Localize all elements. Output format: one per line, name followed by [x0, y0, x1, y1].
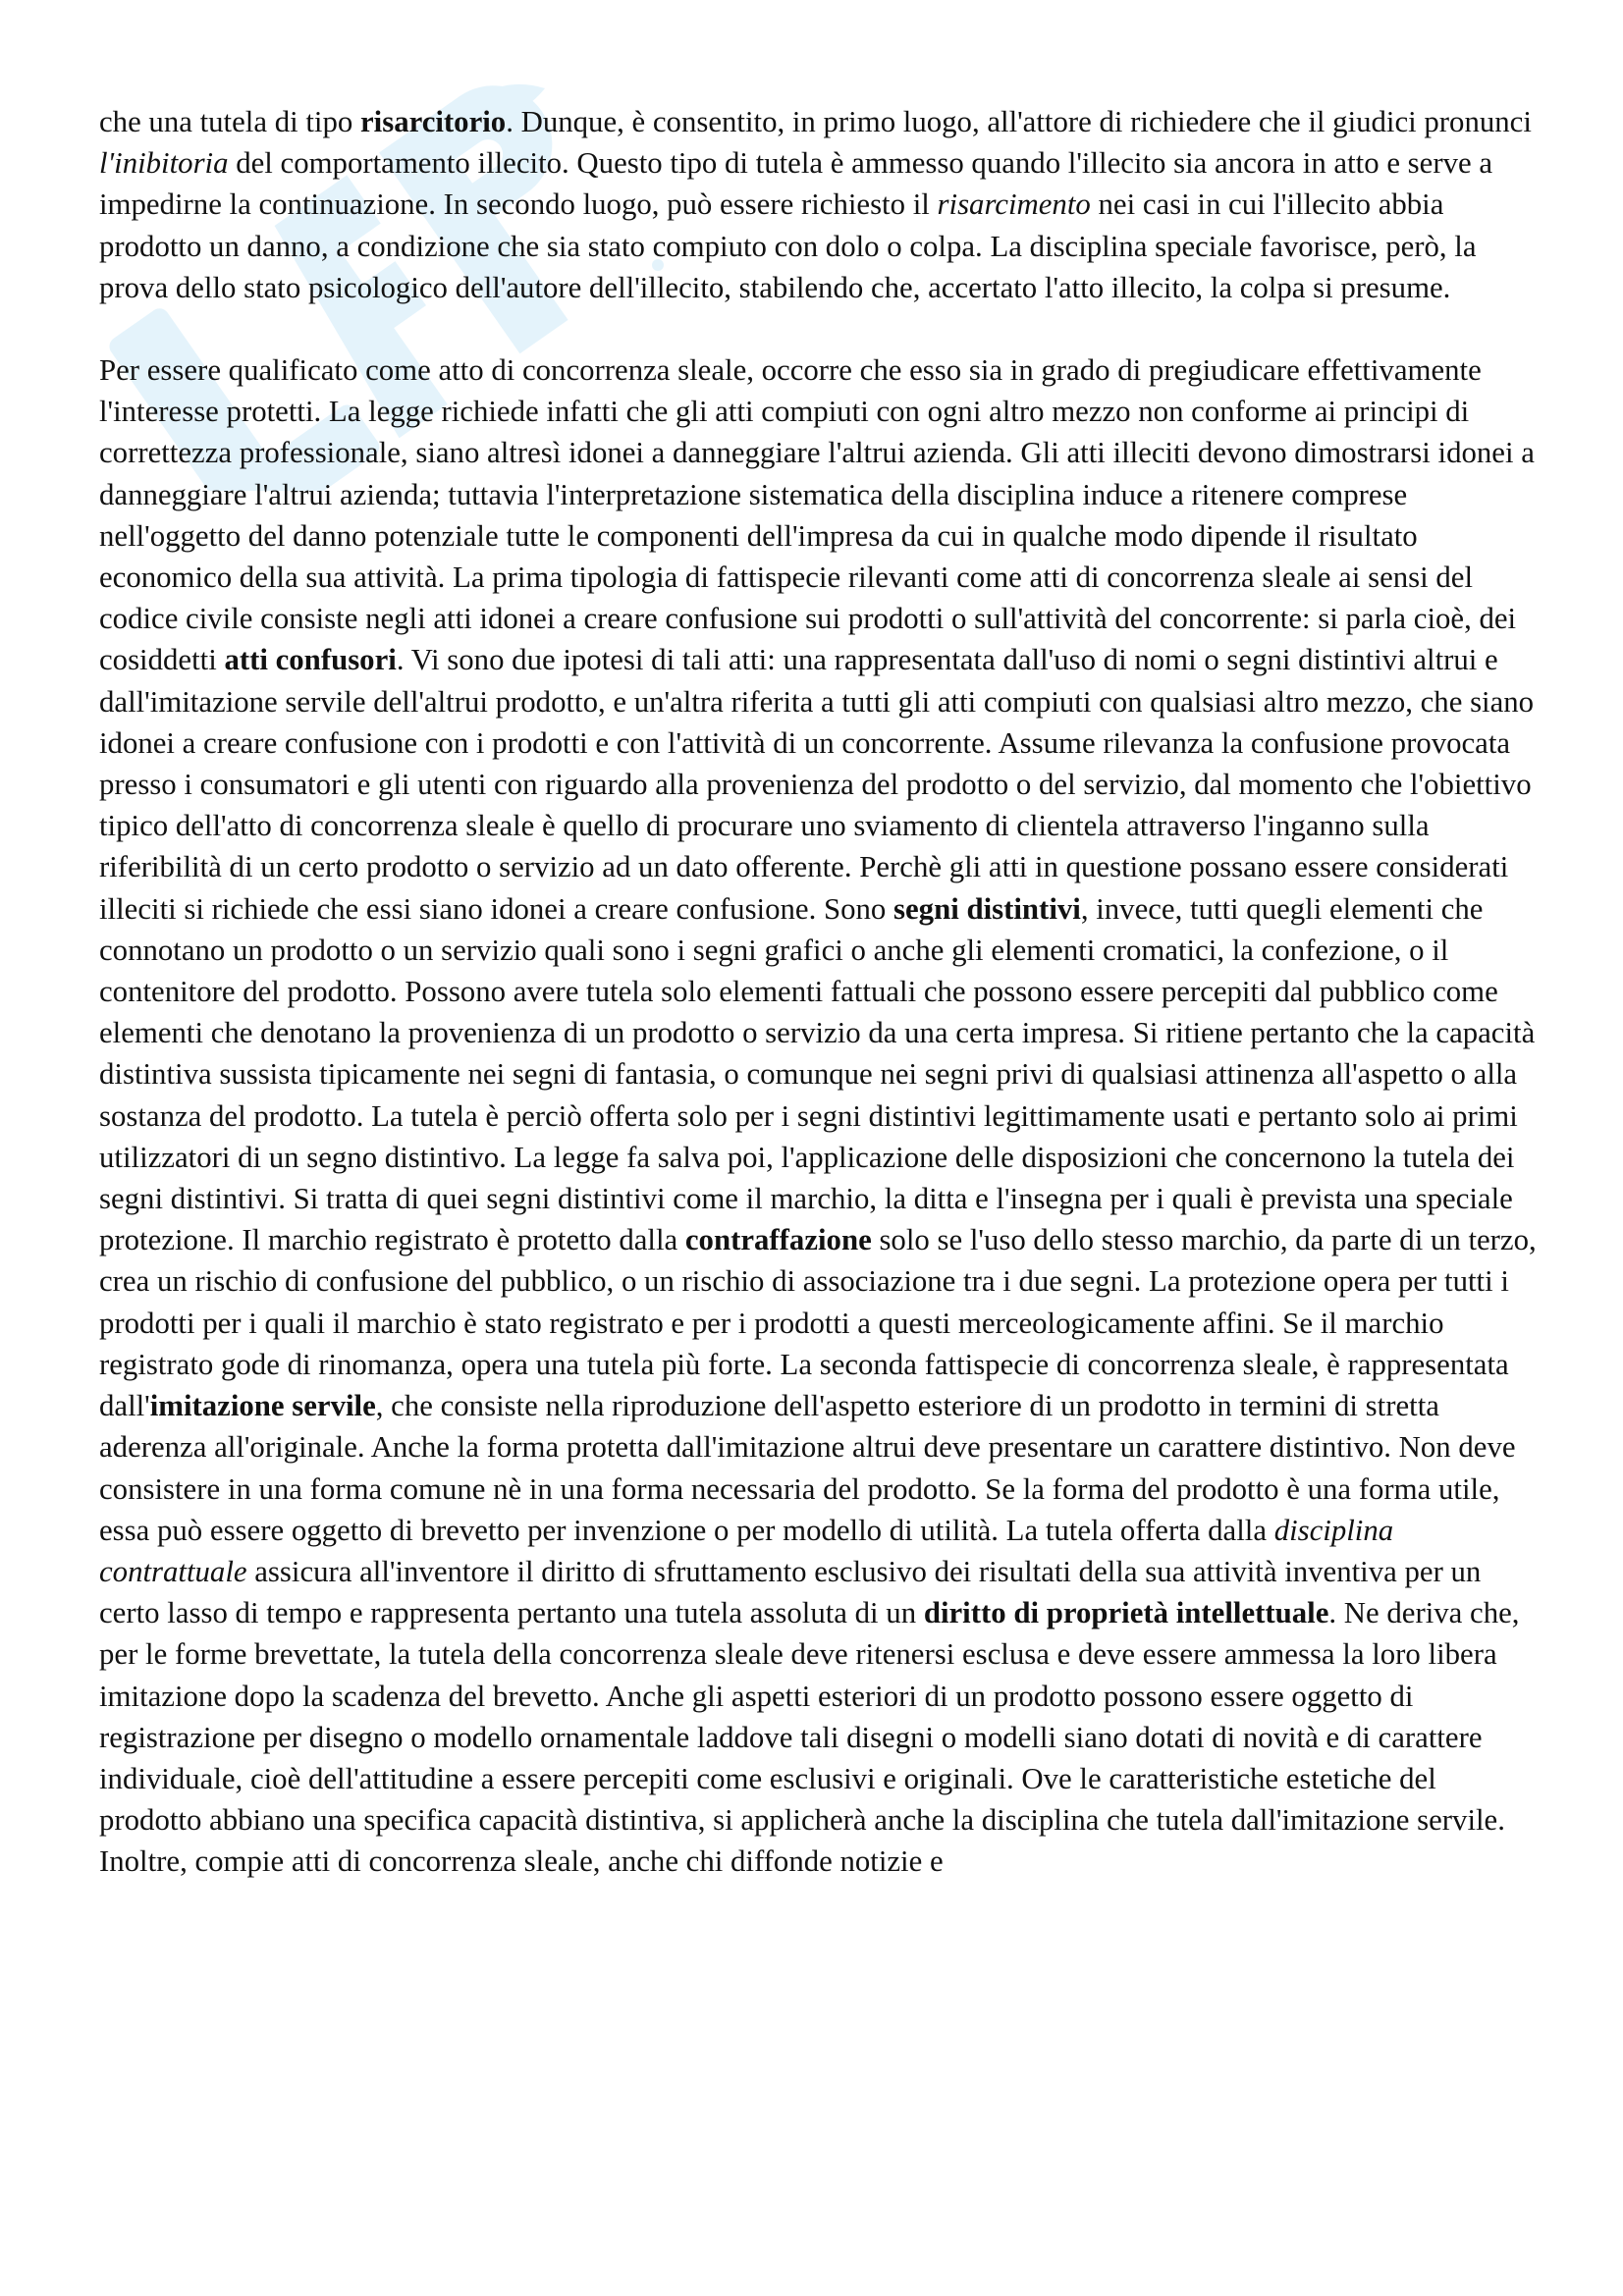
- paragraph-1: [99, 101, 1542, 308]
- document-page: [99, 101, 1542, 1883]
- text-run: che una tutela di tipo: [99, 105, 360, 138]
- bold-term: diritto di proprietà intellettuale: [923, 1596, 1329, 1630]
- paragraph-gap: [99, 308, 1542, 349]
- bold-term: contraffazione: [684, 1223, 872, 1257]
- italic-term: l'inibitoria: [99, 146, 229, 181]
- text-run: . Dunque, è consentito, in primo luogo, all'attore di richiedere che il giudici pronunci: [506, 105, 1532, 138]
- text-run: . Ne deriva che, per le forme brevettate, la tutela della concorrenza sleale deve ritenersi esclusa e deve essere ammessa la loro libera imitazione dopo la scadenza del brevetto. Anche gli aspetti esteriori di un prodotto possono essere oggetto di registrazione per disegno o modello ornamentale laddove tali disegni o modelli siano dotati di novità e di carattere individuale, cioè dell'attitudine a essere percepiti come esclusivi e originali. Ove le caratteristiche estetiche del prodotto abbiano una specifica capacità distintiva, si applicherà anche la disciplina che tutela dall'imitazione servile. Inoltre, compie atti di concorrenza sleale, anche chi diffonde notizie e: [99, 1596, 1520, 1879]
- text-run: . Vi sono due ipotesi di tali atti: una rappresentata dall'uso di nomi o segni distintivi altrui e dall'imitazione servile dell'altrui prodotto, e un'altra riferita a tutti gli atti compiuti con qualsiasi altro mezzo, che siano idonei a creare confusione con i prodotti e con l'attività di un concorrente. Assume rilevanza la confusione provocata presso i consumatori e gli utenti con riguardo alla provenienza del prodotto o del servizio, dal momento che l'obiettivo tipico dell'atto di concorrenza sleale è quello di procurare uno sviamento di clientela attraverso l'inganno sulla riferibilità di un certo prodotto o servizio ad un dato offerente. Perchè gli atti in questione possano essere considerati illeciti si richiede che essi siano idonei a creare confusione. Sono: [99, 643, 1535, 926]
- italic-term: disciplina contrattuale: [99, 1513, 1394, 1588]
- text-run: , invece, tutti quegli elementi che connotano un prodotto o un servizio quali sono i segni grafici o anche gli elementi cromatici, la confezione, o il contenitore del prodotto. Possono avere tutela solo elementi fattuali che possono essere percepiti dal pubblico come elementi che denotano la provenienza di un prodotto o servizio da una certa impresa. Si ritiene pertanto che la capacità distintiva sussista tipicamente nei segni di fantasia, o comunque nei segni privi di qualsiasi attinenza all'aspetto o alla sostanza del prodotto. La tutela è perciò offerta solo per i segni distintivi legittimamente usati e pertanto solo ai primi utilizzatori di un segno distintivo. La legge fa salva poi, l'applicazione delle disposizioni che concernono la tutela dei segni distintivi. Si tratta di quei segni distintivi come il marchio, la ditta e l'insegna per i quali è prevista una speciale protezione. Il marchio registrato è protetto dalla: [99, 891, 1536, 1257]
- text-run: solo se l'uso dello stesso marchio, da parte di un terzo, crea un rischio di confusione del pubblico, o un rischio di associazione tra i due segni. La protezione opera per tutti i prodotti per i quali il marchio è stato registrato e per i prodotti a questi merceologicamente affini. Se il marchio registrato gode di rinomanza, opera una tutela più forte. La seconda fattispecie di concorrenza sleale, è rappresentata dall': [99, 1223, 1537, 1423]
- text-run: del comportamento illecito. Questo tipo di tutela è ammesso quando l'illecito sia ancora in atto e serve a impedirne la continuazione. In secondo luogo, può essere richiesto il: [99, 146, 1493, 222]
- text-run: assicura all'inventore il diritto di sfruttamento esclusivo dei risultati della sua attività inventiva per un certo lasso di tempo e rappresenta pertanto una tutela assoluta di un: [99, 1554, 1482, 1630]
- text-run: nei casi in cui l'illecito abbia prodotto un danno, a condizione che sia stato compiuto con dolo o colpa. La disciplina speciale favorisce, però, la prova dello stato psicologico dell'autore dell'illecito, stabilendo che, accertato l'atto illecito, la colpa si presume.: [99, 187, 1477, 304]
- bold-term: risarcitorio: [359, 105, 507, 138]
- bold-term: imitazione servile: [149, 1389, 376, 1423]
- paragraph-2: [99, 349, 1542, 1883]
- bold-term: atti confusori: [224, 643, 397, 677]
- text-run: Per essere qualificato come atto di concorrenza sleale, occorre che esso sia in grado di pregiudicare effettivamente l'interesse protetti. La legge richiede infatti che gli atti compiuti con ogni altro mezzo non conforme ai principi di correttezza professionale, siano altresì idonei a danneggiare l'altrui azienda. Gli atti illeciti devono dimostrarsi idonei a danneggiare l'altrui azienda; tuttavia l'interpretazione sistematica della disciplina induce a ritenere comprese nell'oggetto del danno potenziale tutte le componenti dell'impresa da cui in qualche modo dipende il risultato economico della sua attività. La prima tipologia di fattispecie rilevanti come atti di concorrenza sleale ai sensi del codice civile consiste negli atti idonei a creare confusione sui prodotti o sull'attività del concorrente: si parla cioè, dei cosiddetti: [99, 353, 1535, 677]
- italic-term: risarcimento: [937, 187, 1091, 222]
- bold-term: segni distintivi: [893, 891, 1081, 926]
- text-run: , che consiste nella riproduzione dell'aspetto esteriore di un prodotto in termini di stretta aderenza all'originale. Anche la forma protetta dall'imitazione altrui deve presentare un carattere distintivo. Non deve consistere in una forma comune nè in una forma necessaria del prodotto. Se la forma del prodotto è una forma utile, essa può essere oggetto di brevetto per invenzione o per modello di utilità. La tutela offerta dalla: [99, 1389, 1516, 1547]
